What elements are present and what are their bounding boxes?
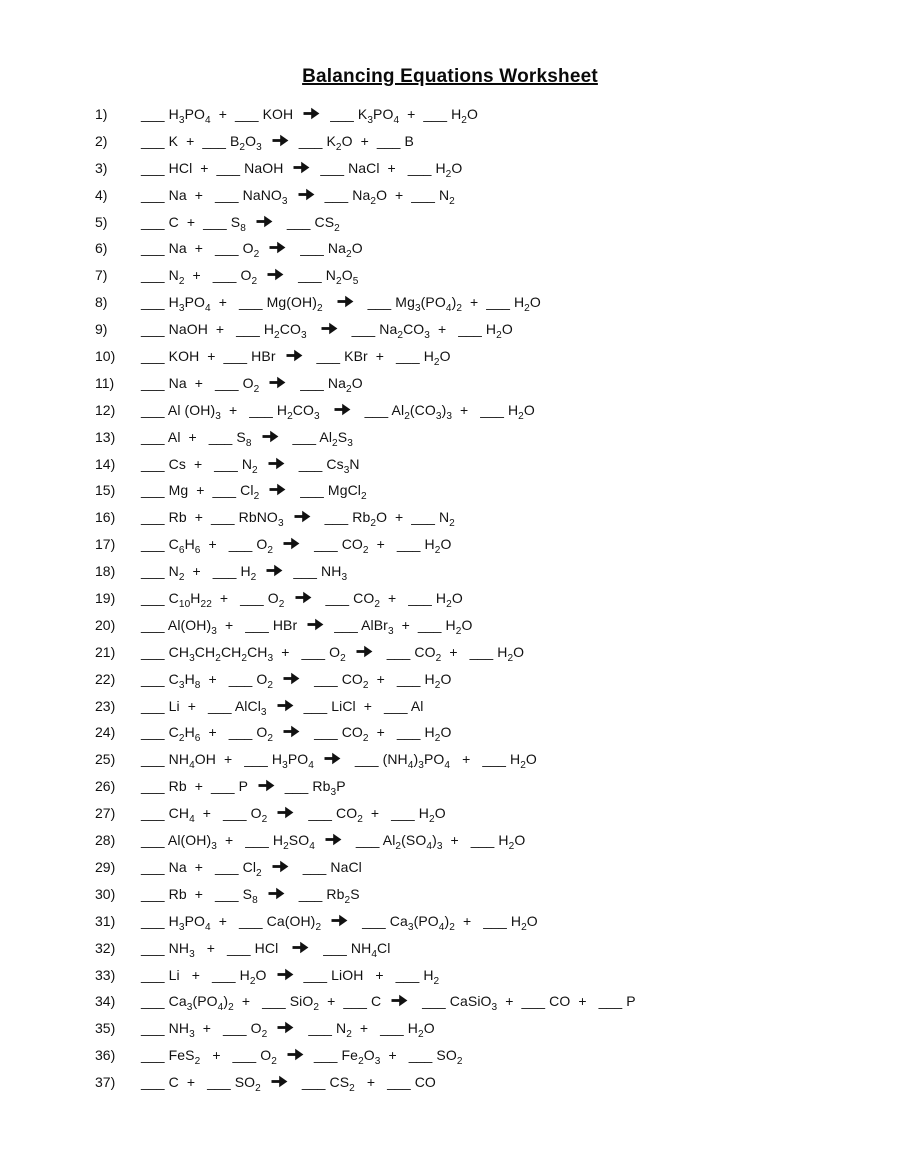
- right-arrow-icon: [329, 908, 350, 935]
- equation-row: [95, 504, 870, 531]
- equation-number: 32): [95, 939, 116, 956]
- equation-expression: ___ C + ___ $S_8$ ___ $CS_2$: [141, 209, 340, 236]
- right-arrow-icon: [281, 719, 302, 746]
- equation-number: 12): [95, 401, 116, 418]
- right-arrow-icon: [281, 666, 302, 693]
- equation-expression: ___ $C_3H_8$ + ___ $O_2$ ___ $CO_2$ + ___ $H_2O$: [141, 666, 451, 693]
- equation-expression: ___ KOH + ___ HBr ___ KBr + ___ $H_2O$: [141, 343, 451, 370]
- equation-expression: ___ $C_6H_6$ + ___ $O_2$ ___ $CO_2$ + ___ $H_2O$: [141, 531, 451, 558]
- right-arrow-icon: [267, 370, 288, 397]
- right-arrow-icon: [269, 1069, 290, 1096]
- equation-row: [95, 962, 870, 989]
- equation-row: [95, 558, 870, 585]
- right-arrow-icon: [267, 477, 288, 504]
- right-arrow-icon: [296, 182, 317, 209]
- equation-expression: ___ $H_3PO_4$ + ___ $Ca(OH)_2$ ___ $Ca_3(PO_4)_2$ + ___ $H_2O$: [141, 908, 538, 935]
- right-arrow-icon: [290, 935, 311, 962]
- right-arrow-icon: [267, 235, 288, 262]
- right-arrow-icon: [254, 209, 275, 236]
- right-arrow-icon: [275, 962, 296, 989]
- right-arrow-icon: [260, 424, 281, 451]
- equation-row: [95, 155, 870, 182]
- equation-expression: ___ $Al(OH)_3$ + ___ HBr ___ AlBr$_3$ + ___ $H_2O$: [141, 612, 472, 639]
- equation-number: 19): [95, 590, 116, 607]
- equation-row: [95, 128, 870, 155]
- equation-row: [95, 693, 870, 720]
- right-arrow-icon: [389, 988, 410, 1015]
- equation-row: [95, 773, 870, 800]
- equation-expression: ___ Cs + ___ $N_2$ ___ $Cs_3N$: [141, 451, 360, 478]
- right-arrow-icon: [335, 289, 356, 316]
- equation-number: 34): [95, 993, 116, 1010]
- equation-row: [95, 370, 870, 397]
- page-title: Balancing Equations Worksheet: [302, 66, 598, 87]
- equation-expression: ___ $NH_3$ + ___ $O_2$ ___ $N_2$ + ___ $H_2O$: [141, 1015, 435, 1042]
- right-arrow-icon: [354, 639, 375, 666]
- right-arrow-icon: [266, 451, 287, 478]
- equation-number: 14): [95, 455, 116, 472]
- equation-row: [95, 612, 870, 639]
- equation-expression: ___ C + ___ $SO_2$ ___ $CS_2$ + ___ CO: [141, 1069, 436, 1096]
- equation-expression: ___ $NH_4OH$ + ___ $H_3PO_4$ ___ $(NH_4)_3PO_4$ + ___ $H_2O$: [141, 746, 537, 773]
- equation-number: 22): [95, 670, 116, 687]
- equation-expression: ___ $H_3PO_4$ + ___ $Mg(OH)_2$ ___ $Mg_3(PO_4)_2$ + ___ $H_2O$: [141, 289, 541, 316]
- equation-number: 9): [95, 321, 108, 338]
- equation-row: [95, 881, 870, 908]
- equation-row: [95, 719, 870, 746]
- equation-expression: ___ $CH_3CH_2CH_2CH_3$ + ___ $O_2$ ___ $CO_2$ + ___ $H_2O$: [141, 639, 524, 666]
- equation-number: 11): [95, 374, 115, 391]
- equation-row: [95, 397, 870, 424]
- equation-row: [95, 800, 870, 827]
- equation-expression: ___ $C_{10}H_{22}$ + ___ $O_2$ ___ $CO_2$ + ___ $H_2O$: [141, 585, 463, 612]
- right-arrow-icon: [281, 531, 302, 558]
- equation-row: [95, 209, 870, 236]
- equation-number: 17): [95, 536, 116, 553]
- right-arrow-icon: [322, 746, 343, 773]
- equation-expression: ___ K + ___ $B_2O_3$ ___ $K_2O$ + ___ B: [141, 128, 414, 155]
- equation-number: 2): [95, 132, 108, 149]
- right-arrow-icon: [291, 155, 312, 182]
- equation-row: [95, 988, 870, 1015]
- equation-row: [95, 746, 870, 773]
- equation-number: 13): [95, 428, 116, 445]
- right-arrow-icon: [275, 800, 296, 827]
- equation-number: 10): [95, 348, 116, 365]
- equation-number: 36): [95, 1047, 116, 1064]
- equation-list: [0, 101, 900, 1096]
- right-arrow-icon: [305, 612, 326, 639]
- right-arrow-icon: [270, 128, 291, 155]
- equation-expression: ___ Al $(OH)_3$ + ___ $H_2CO_3$ ___ $Al_2(CO_3)_3$ + ___ $H_2O$: [141, 397, 535, 424]
- right-arrow-icon: [270, 854, 291, 881]
- equation-row: [95, 316, 870, 343]
- right-arrow-icon: [275, 693, 296, 720]
- equation-number: 4): [95, 186, 108, 203]
- equation-expression: ___ $NH_3$ + ___ HCl ___ $NH_4Cl$: [141, 935, 390, 962]
- equation-number: 25): [95, 751, 116, 768]
- right-arrow-icon: [301, 101, 322, 128]
- equation-number: 6): [95, 240, 108, 257]
- equation-number: 8): [95, 294, 108, 311]
- equation-expression: ___ Li + ___ $H_2O$ ___ LiOH + ___ $H_2$: [141, 962, 439, 989]
- equation-row: [95, 101, 870, 128]
- equation-expression: ___ Rb + ___ P ___ $Rb_3P$: [141, 773, 346, 800]
- equation-expression: ___ $N_2$ + ___ $H_2$ ___ $NH_3$: [141, 558, 347, 585]
- equation-row: [95, 639, 870, 666]
- right-arrow-icon: [284, 343, 305, 370]
- equation-number: 35): [95, 1020, 116, 1037]
- equation-number: 7): [95, 267, 108, 284]
- right-arrow-icon: [319, 316, 340, 343]
- equation-number: 1): [95, 106, 108, 122]
- equation-expression: ___ $Ca_3(PO_4)_2$ + ___ SiO$_2$ + ___ C ___ CaSiO$_3$ + ___ CO + ___ P: [141, 988, 636, 1015]
- equation-number: 28): [95, 832, 116, 849]
- equation-row: [95, 827, 870, 854]
- equation-expression: ___ Na + ___ NaNO$_3$ ___ $Na_2O$ + ___ $N_2$: [141, 182, 455, 209]
- equation-row: [95, 289, 870, 316]
- equation-row: [95, 262, 870, 289]
- equation-number: 30): [95, 885, 116, 902]
- right-arrow-icon: [292, 504, 313, 531]
- equation-expression: ___ $Al(OH)_3$ + ___ $H_2SO_4$ ___ $Al_2(SO_4)_3$ + ___ $H_2O$: [141, 827, 525, 854]
- equation-expression: ___ NaOH + ___ $H_2CO_3$ ___ $Na_2CO_3$ + ___ $H_2O$: [141, 316, 513, 343]
- equation-number: 27): [95, 805, 116, 822]
- equation-number: 23): [95, 697, 116, 714]
- equation-number: 20): [95, 616, 116, 633]
- equation-number: 16): [95, 509, 116, 526]
- equation-number: 37): [95, 1074, 116, 1091]
- equation-row: [95, 531, 870, 558]
- equation-number: 31): [95, 912, 116, 929]
- equation-number: 26): [95, 778, 116, 795]
- equation-expression: ___ Mg + ___ $Cl_2$ ___ MgCl$_2$: [141, 477, 367, 504]
- right-arrow-icon: [256, 773, 277, 800]
- equation-expression: ___ $N_2$ + ___ $O_2$ ___ $N_2O_5$: [141, 262, 358, 289]
- equation-number: 33): [95, 966, 116, 983]
- equation-row: [95, 477, 870, 504]
- equation-expression: ___ $CH_4$ + ___ $O_2$ ___ $CO_2$ + ___ $H_2O$: [141, 800, 446, 827]
- equation-expression: ___ $C_2H_6$ + ___ $O_2$ ___ $CO_2$ + ___ $H_2O$: [141, 719, 451, 746]
- equation-expression: ___ Na + ___ $O_2$ ___ $Na_2O$: [141, 235, 363, 262]
- equation-expression: ___ Rb + ___ $S_8$ ___ $Rb_2S$: [141, 881, 360, 908]
- equation-row: [95, 343, 870, 370]
- right-arrow-icon: [264, 558, 285, 585]
- equation-row: [95, 908, 870, 935]
- equation-expression: ___ Na + ___ $O_2$ ___ $Na_2O$: [141, 370, 363, 397]
- equation-expression: ___ $H_3PO_4$ + ___ KOH ___ $K_3PO_4$ + ___ $H_2O$: [141, 101, 478, 128]
- equation-expression: ___ Rb + ___ RbNO$_3$ ___ $Rb_2O$ + ___ $N_2$: [141, 504, 455, 531]
- right-arrow-icon: [265, 262, 286, 289]
- equation-expression: ___ HCl + ___ NaOH ___ NaCl + ___ $H_2O$: [141, 155, 462, 182]
- equation-row: [95, 235, 870, 262]
- equation-row: [95, 1069, 870, 1096]
- equation-row: [95, 585, 870, 612]
- equation-row: [95, 1042, 870, 1069]
- equation-row: [95, 854, 870, 881]
- equation-expression: ___ Li + ___ AlCl$_3$ ___ LiCl + ___ Al: [141, 693, 424, 720]
- equation-row: [95, 666, 870, 693]
- equation-number: 24): [95, 724, 116, 741]
- right-arrow-icon: [266, 881, 287, 908]
- right-arrow-icon: [332, 397, 353, 424]
- right-arrow-icon: [293, 585, 314, 612]
- equation-number: 3): [95, 159, 108, 176]
- equation-number: 5): [95, 213, 108, 230]
- equation-row: [95, 451, 870, 478]
- equation-number: 29): [95, 858, 116, 875]
- equation-expression: ___ Al + ___ $S_8$ ___ $Al_2S_3$: [141, 424, 353, 451]
- right-arrow-icon: [275, 1015, 296, 1042]
- right-arrow-icon: [323, 827, 344, 854]
- right-arrow-icon: [285, 1042, 306, 1069]
- equation-number: 18): [95, 563, 116, 580]
- equation-number: 21): [95, 643, 116, 660]
- equation-expression: ___ Na + ___ $Cl_2$ ___ NaCl: [141, 854, 362, 881]
- equation-number: 15): [95, 482, 116, 499]
- equation-row: [95, 424, 870, 451]
- equation-row: [95, 1015, 870, 1042]
- equation-expression: ___ FeS$_2$ + ___ $O_2$ ___ $Fe_2O_3$ + ___ $SO_2$: [141, 1042, 463, 1069]
- equation-row: [95, 182, 870, 209]
- equation-row: [95, 935, 870, 962]
